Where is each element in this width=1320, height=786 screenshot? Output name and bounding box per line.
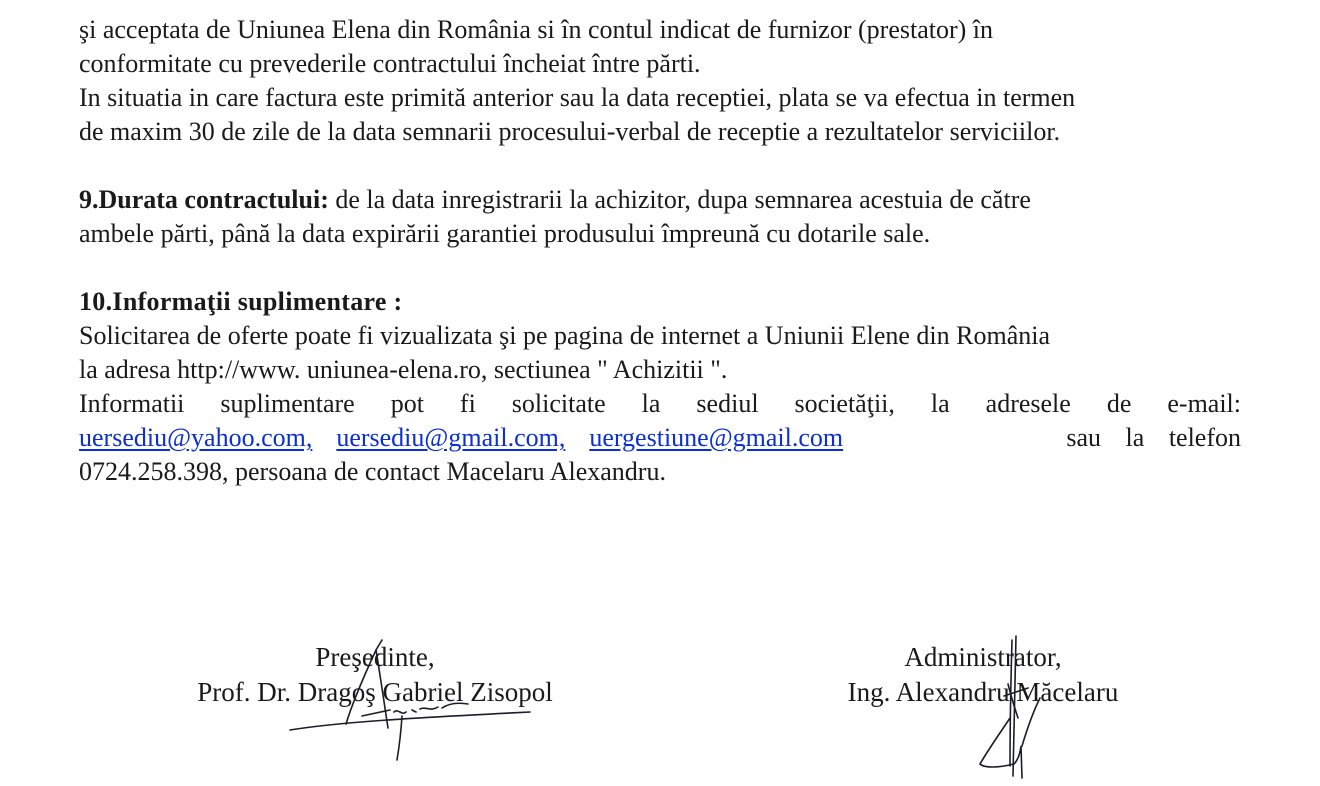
administrator-title: Administrator, (904, 642, 1062, 672)
section-10-line-2: la adresa http://www. uniunea-elena.ro, sectiunea " Achizitii ". (79, 355, 728, 384)
section-10-line-5: 0724.258.398, persoana de contact Macelaru Alexandru. (79, 457, 666, 486)
signature-block-president (190, 640, 560, 710)
email-link-gmail[interactable]: uersediu@gmail.com, (336, 423, 566, 452)
president-title: Preşedinte, (315, 642, 435, 672)
paragraph-payment-line-2: conformitate cu prevederile contractului încheiat între părti. (79, 49, 701, 78)
section-10-line-3: Informatii suplimentare pot fi solicitate la sediul societăţii, la adresele de e-mail: (79, 389, 1241, 418)
document-page (79, 13, 1241, 489)
section-9-heading: 9.Durata contractului: (79, 185, 329, 214)
phone-prefix: sau la telefon (1066, 423, 1241, 452)
section-10-line-1: Solicitarea de oferte poate fi vizualizata şi pe pagina de internet a Uniunii Elene din România (79, 321, 1051, 350)
email-row (79, 421, 1241, 455)
email-link-yahoo[interactable]: uersediu@yahoo.com, (79, 423, 313, 452)
section-10-heading: 10.Informaţii suplimentare : (79, 287, 403, 316)
section-9-line-2: ambele părti, până la data expirării garantiei produsului împreună cu dotarile sale. (79, 219, 931, 248)
email-links (79, 421, 843, 455)
signature-block-administrator (828, 640, 1138, 710)
spacer (79, 149, 1241, 183)
administrator-name: Ing. Alexandru Măcelaru (847, 677, 1119, 707)
spacer (79, 251, 1241, 285)
paragraph-invoice-line-2: de maxim 30 de zile de la data semnarii procesului-verbal de receptie a rezultatelor serviciilor. (79, 117, 1061, 146)
paragraph-payment-line-1: şi acceptata de Uniunea Elena din România si în contul indicat de furnizor (prestator) în (79, 15, 994, 44)
president-name: Prof. Dr. Dragoş Gabriel Zisopol (197, 677, 553, 707)
section-9-line-1 (79, 183, 1241, 217)
email-link-gestiune[interactable]: uergestiune@gmail.com (589, 423, 844, 452)
paragraph-invoice-line-1: In situatia in care factura este primită anterior sau la data receptiei, plata se va efectua in termen (79, 83, 1076, 112)
section-9-text-1: de la data inregistrarii la achizitor, dupa semnarea acestuia de către (328, 185, 1031, 214)
